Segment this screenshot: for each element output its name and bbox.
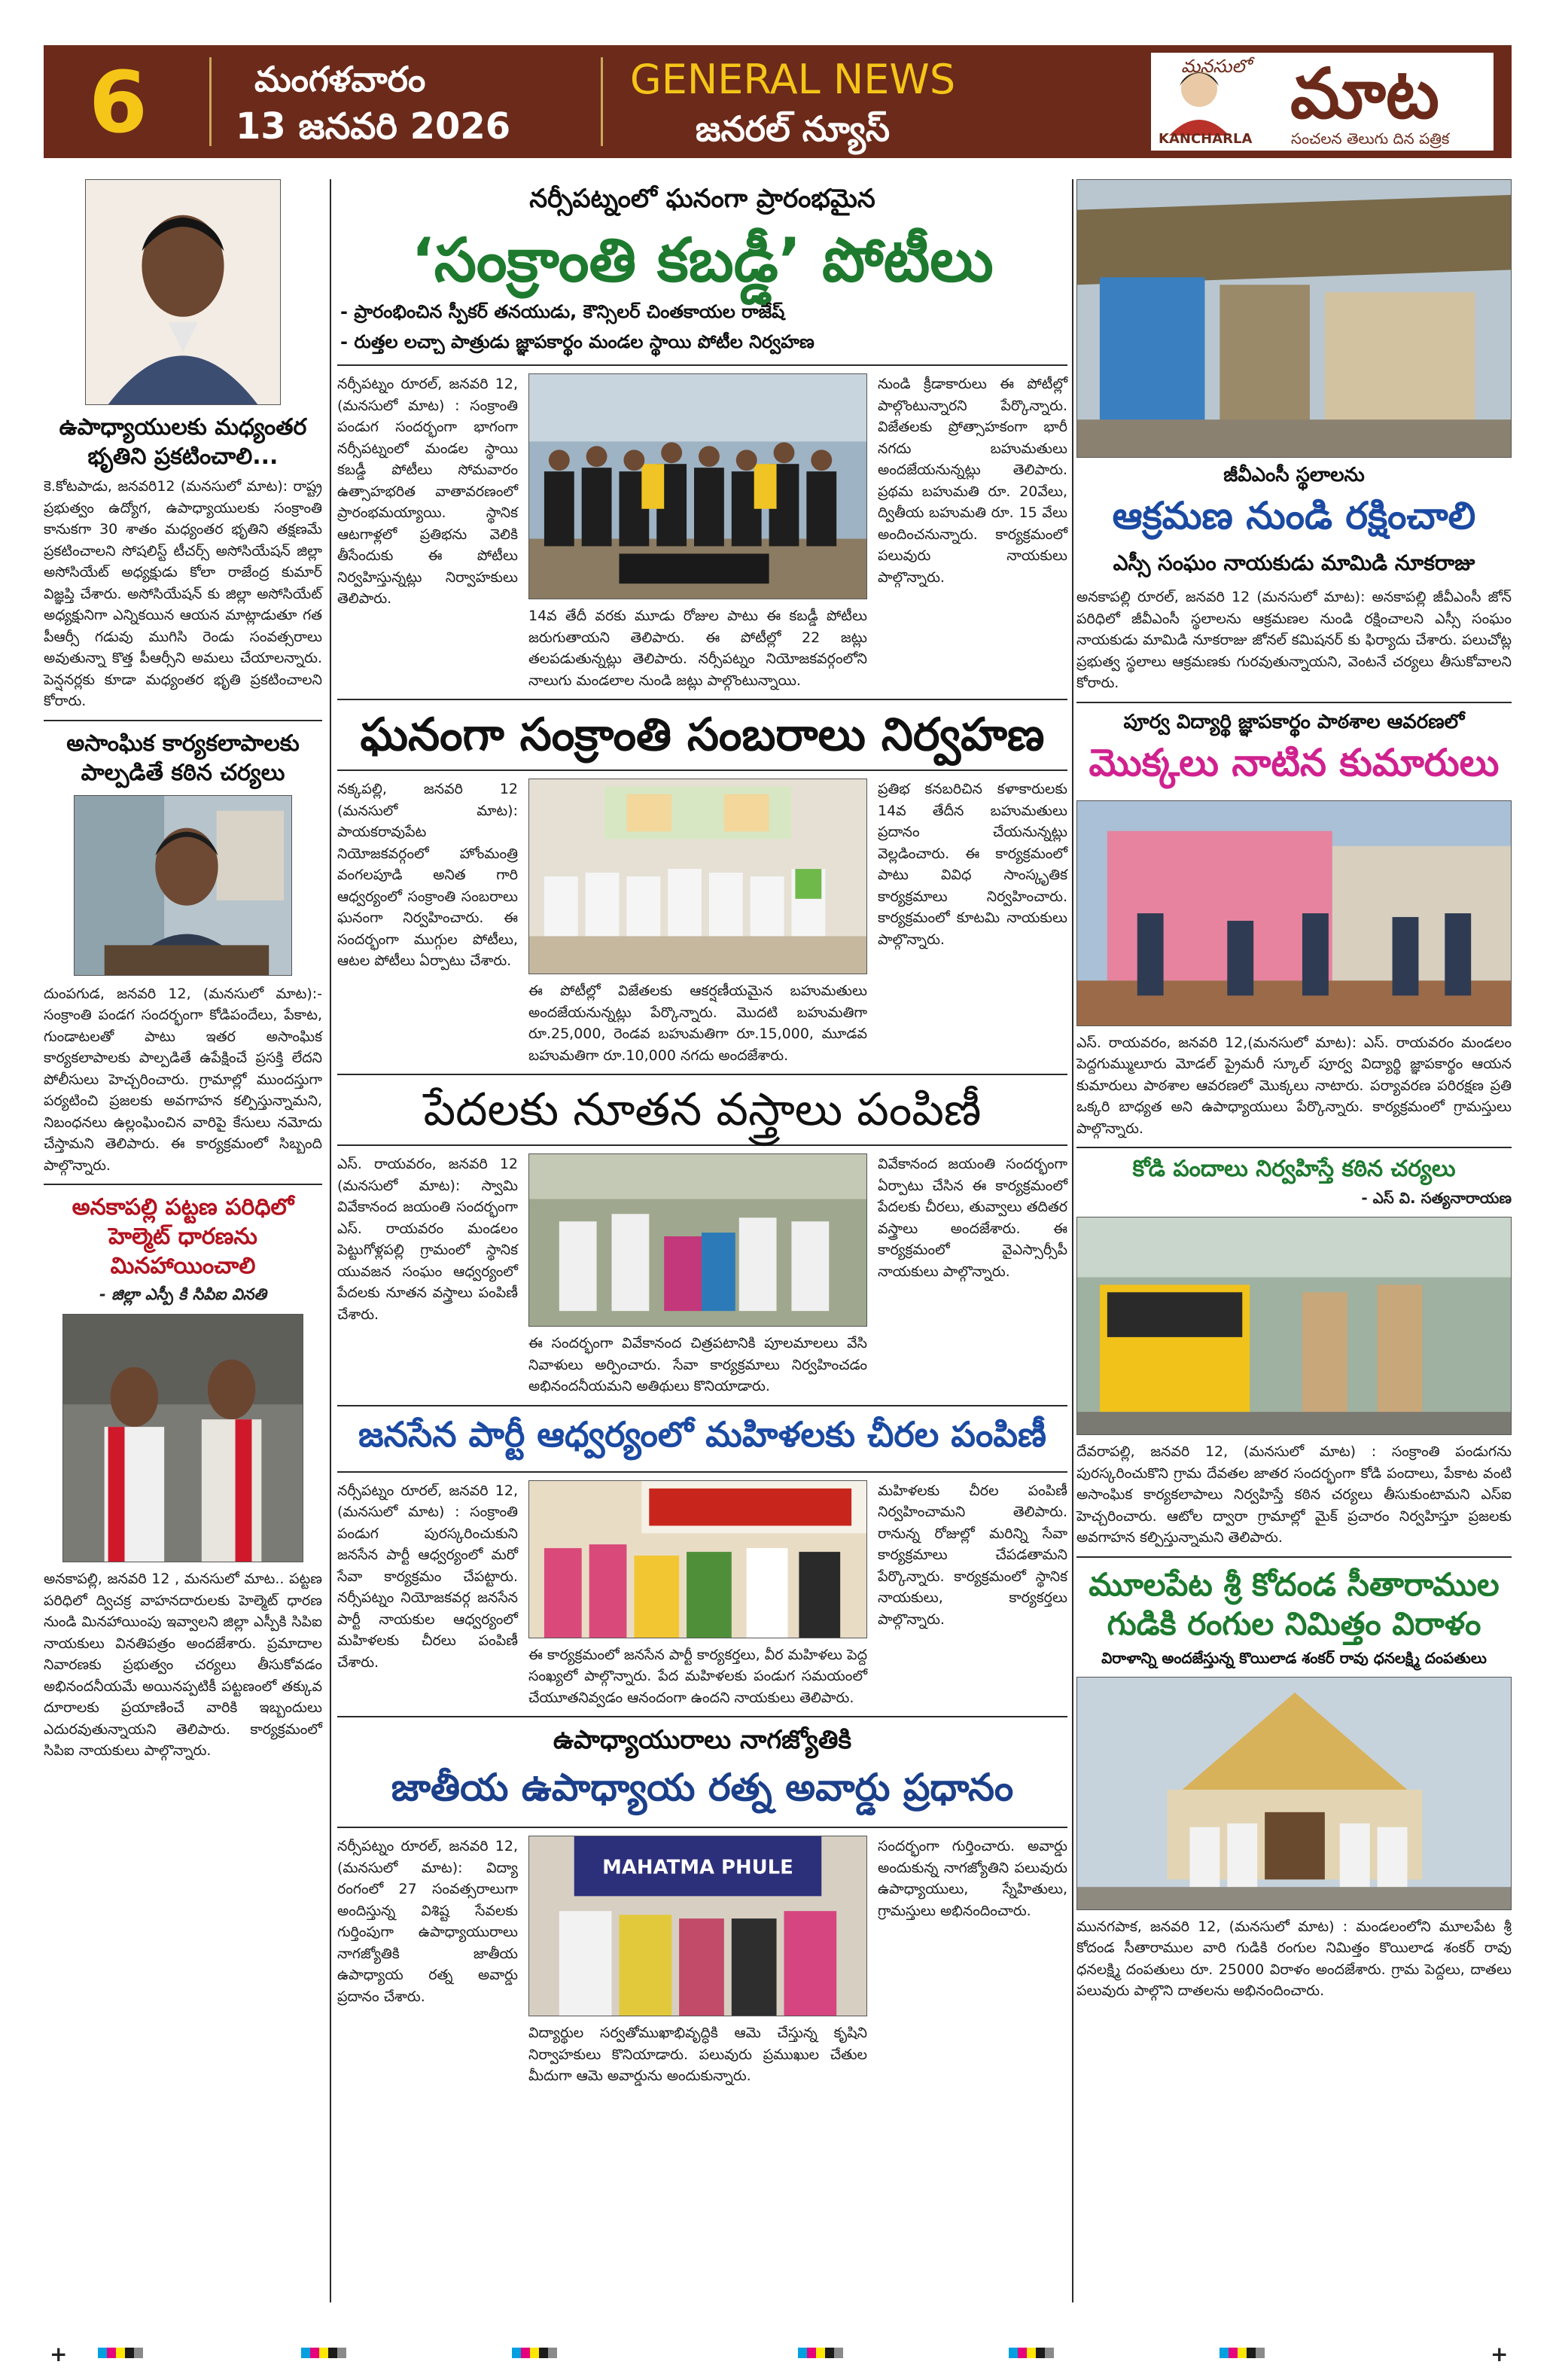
headline: ఆక్రమణ నుండి రక్షించాలి (1112, 494, 1476, 538)
article-body: మునగపాక, జనవరి 12, (మనసులో మాట) : మండలంలోని మూలపేట శ్రీ కోదండ సీతారాముల వారి గుడికి రంగుల నిమిత్తం కొయిలాడ శంకర్ రావు ధనలక్ష్మి దంపతులు రూ. 25000 విరాళం అందజేశారు. గ్రామ పెద్దలు, దాతలు పలువురు పాల్గొని దాతలను అభినందించారు. (1076, 1918, 1512, 1999)
article-rooster-fights (1076, 1156, 1512, 1549)
headline: అసాంఘిక కార్యకలాపాలకు పాల్పడితే కఠిన చర్యలు (66, 730, 300, 786)
article-teacher-allowance (44, 179, 322, 712)
article-gvmc-land (1076, 179, 1512, 694)
article-sankranti-celebrations (337, 708, 1067, 1066)
article-body: అనకాపల్లి రూరల్, జనవరి 12 (మనసులో మాట): అనకాపల్లి జీవీఎంసీ జోన్ పరిధిలో జీవీఎంసీ స్థలాలను ఆక్రమణల నుండి రక్షించాలని ఎస్సీ సంఘం నాయకుడు మామిడి నూకరాజు జోనల్ కమిషనర్ కు ఫిర్యాదు చేశారు. పలుచోట్ల ప్రభుత్వ స్థలాలు ఆక్రమణకు గురవుతున్నాయని, వెంటనే చర్యలు తీసుకోవాలని కోరారు. (1076, 589, 1512, 691)
color-bar (1220, 2348, 1265, 2358)
article-kabaddi (337, 184, 1067, 691)
photo-clothes-distribution (528, 1153, 867, 1327)
kicker: జీవీఎంసీ స్థలాలను (1223, 464, 1365, 486)
photo-encroached-shed (1076, 179, 1512, 458)
divider (44, 1184, 322, 1185)
divider (337, 1074, 1067, 1075)
headline: మొక్కలు నాటిన కుమారులు (1089, 740, 1500, 785)
byline: - జిల్లా ఎస్పీ కి సిపిఐ వినతి (99, 1285, 266, 1303)
masthead (44, 45, 1512, 158)
article-body: దేవరాపల్లి, జనవరి 12, (మనసులో మాట) : సంక్రాంతి పండుగను పురస్కరించుకొని గ్రామ దేవతల జాతర సందర్భంగా కోడి పందాలు, పేకాట వంటి అసాంఘిక కార్యకలాపాలు నిర్వహిస్తే కఠిన చర్యలు తీసుకుంటామని ఎస్ఐ హెచ్చరించారు. ఆటోల ద్వారా గ్రామాల్లో మైక్ ప్రచారం నిర్వహిస్తూ ప్రజలకు అవగాహన కల్పిస్తున్నామని తెలిపారు. (1076, 1443, 1512, 1546)
headline: అనకాపల్లి పట్టణ పరిధిలో హెల్మెట్ ధారణను మినహాయించాలి (72, 1194, 294, 1279)
registration-cross-icon: + (1491, 2342, 1509, 2366)
photo-award-ceremony (528, 1836, 867, 2016)
issue-day: మంగళవారం (254, 59, 426, 99)
logo-tagline: సంచలన తెలుగు దిన పత్రిక (1291, 130, 1450, 148)
headline: జాతీయ ఉపాధ్యాయ రత్న అవార్డు ప్రధానం (391, 1766, 1014, 1809)
column-rule (330, 179, 331, 2302)
print-registration-strip (45, 2342, 1513, 2364)
photo-kabaddi-teams (528, 373, 867, 599)
subhead: విరాళాన్ని అందజేస్తున్న కొయిలాడ శంకర్ రావు ధనలక్ష్మి దంపతులు (1101, 1648, 1487, 1667)
divider (1076, 1147, 1512, 1148)
divider (337, 1405, 1067, 1406)
photo-police-auto (1076, 1217, 1512, 1435)
article-body: ఎస్. రాయవరం, జనవరి 12,(మనసులో మాట): ఎస్. రాయవరం మండలం పెద్దగుమ్ములూరు మోడల్ ప్రైమరీ స్కూల్ పూర్వ విద్యార్థి జ్ఞాపకార్థం ఆయన కుమారులు పాఠశాల ఆవరణలో మొక్కలు నాటారు. పర్యావరణ పరిరక్షణ ప్రతి ఒక్కరి బాధ్యత అని ఉపాధ్యాయులు పేర్కొన్నారు. కార్యక్రమంలో గ్రామస్తులు పాల్గొన్నారు. (1076, 1034, 1512, 1137)
divider (337, 1144, 1067, 1146)
divider (337, 769, 1067, 771)
headline: మూలపేట శ్రీ కోదండ సీతారాముల గుడికి రంగుల నిమిత్తం విరాళం (1089, 1565, 1500, 1642)
divider (337, 1827, 1067, 1828)
registration-cross-icon: + (50, 2342, 68, 2366)
article-body: 14వ తేదీ వరకు మూడు రోజుల పాటు ఈ కబడ్డీ పోటీలు జరుగుతాయని తెలిపారు. ఈ పోటీల్లో 22 జట్లు తలపడుతున్నట్లు తెలిపారు. నర్సీపట్నం నియోజకవర్గంలోని నాలుగు మండలాల నుండి జట్లు పాల్గొంటున్నాయి. (528, 608, 867, 689)
article-body: నర్సీపట్నం రూరల్, జనవరి 12, (మనసులో మాట) : సంక్రాంతి పండుగ పురస్కరించుకుని జనసేన పార్టీ ఆధ్వర్యంలో మరో సేవా కార్యక్రమం చేపట్టారు. నర్సీపట్నం నియోజకవర్గ జనసేన పార్టీ నాయకుల ఆధ్వర్యంలో మహిళలకు చీరలు పంపిణీ చేశారు. (337, 1482, 518, 1671)
divider (44, 720, 322, 721)
headline: ఉపాధ్యాయులకు మధ్యంతర భృతిని ప్రకటించాలి... (59, 414, 307, 470)
masthead-divider (601, 57, 603, 146)
article-body: ఈ సందర్భంగా వివేకానంద చిత్రపటానికి పూలమాలలు వేసి నివాళులు అర్పించారు. సేవా కార్యక్రమాలు నిర్వహించడం అభినందనీయమని అతిథులు కొనియాడారు. (528, 1335, 867, 1394)
article-body: వివేకానంద జయంతి సందర్భంగా ఏర్పాటు చేసిన ఈ కార్యక్రమంలో పేదలకు చీరలు, తువ్వాలు తదితర వస్త్రాలు అందజేశారు. ఈ కార్యక్రమంలో వైఎస్సార్సీపీ నాయకులు పాల్గొన్నారు. (878, 1156, 1067, 1280)
logo-small-text: మనసులో (1181, 56, 1251, 77)
article-body: కె.కోటపాడు, జనవరి12 (మనసులో మాట): రాష్ట్ర ప్రభుత్వం ఉద్యోగ, ఉపాధ్యాయులకు సంక్రాంతి కానుకగా 30 శాతం మధ్యంతర భృతిని తక్షణమే ప్రకటించాలని సోషలిస్ట్ టీచర్స్ అసోసియేషన్ జిల్లా అసోసియేట్ అధ్యక్షుడు కోలా రాజేంద్ర కుమార్ విజ్ఞప్తి చేశారు. అసోసియేషన్ కు జిల్లా అసోసియేట్ అధ్యక్షునిగా ఎన్నికయిన ఆయన మాట్లాడుతూ గత పీఆర్సీ గడువు ముగిసి రెండు సంవత్సరాలు అవుతున్నా కొత్త పీఆర్సీని అమలు చేయాలన్నారు. పెన్షనర్లకు కూడా మధ్యంతర భృతి ప్రకటించాలని కోరారు. (44, 478, 322, 709)
headline: పేదలకు నూతన వస్త్రాలు పంపిణీ (423, 1083, 982, 1136)
divider (337, 364, 1067, 366)
photo-officer (74, 795, 292, 976)
masthead-divider (209, 57, 212, 146)
article-body: నుండి క్రీడాకారులు ఈ పోటీల్లో పాల్గొంటున్నారని పేర్కొన్నారు. విజేతలకు ప్రోత్సాహకంగా భారీ నగదు బహుమతులు అందజేయనున్నట్లు తెలిపారు. ప్రథమ బహుమతి రూ. 20వేలు, ద్వితీయ బహుమతి రూ. 15 వేలు అందించనున్నారు. కార్యక్రమంలో పలువురు నాయకులు పాల్గొన్నారు. (878, 376, 1067, 586)
issue-date: 13 జనవరి 2026 (236, 105, 511, 148)
section-title-te: జనరల్ న్యూస్ (695, 108, 891, 149)
award-banner-text: MAHATMA PHULE (602, 1856, 793, 1879)
divider (337, 1716, 1067, 1717)
kicker: ఉపాధ్యాయురాలు నాగజ్యోతికి (553, 1725, 852, 1755)
article-body: నర్సీపట్నం రూరల్, జనవరి 12, (మనసులో మాట) : సంక్రాంతి పండుగ సందర్భంగా భాగంగా నర్సీపట్నంలో మండల స్థాయి కబడ్డీ పోటీలు సోమవారం ఉత్సాహభరిత వాతావరణంలో ప్రారంభమయ్యాయి. స్థానిక ఆటగాళ్లలో ప్రతిభను వెలికి తీసేందుకు ఈ పోటీలు నిర్వహిస్తున్నట్లు నిర్వాహకులు తెలిపారు. (337, 376, 518, 607)
article-antisocial-activities (44, 729, 322, 1177)
article-temple-donation (1076, 1565, 1512, 2002)
right-column (1076, 179, 1512, 2002)
article-helmet-exemption (44, 1193, 322, 1762)
subhead: ఎస్సీ సంఘం నాయకుడు మామిడి నూకరాజు (1113, 550, 1475, 575)
section-title-en: GENERAL NEWS (629, 56, 956, 103)
newspaper-logo (1151, 53, 1494, 151)
article-body: నర్సీపట్నం రూరల్, జనవరి 12, (మనసులో మాట): విద్యా రంగంలో 27 సంవత్సరాలుగా అందిస్తున్న విశిష్ట సేవలకు గుర్తింపుగా ఉపాధ్యాయురాలు నాగజ్యోతికి జాతీయ ఉపాధ్యాయ రత్న అవార్డు ప్రదానం చేశారు. (337, 1838, 518, 2005)
article-body: మహిళలకు చీరల పంపిణీ నిర్వహించామని తెలిపారు. రానున్న రోజుల్లో మరిన్ని సేవా కార్యక్రమాలు చేపడతామని పేర్కొన్నారు. కార్యక్రమంలో స్థానిక నాయకులు, కార్యకర్తలు పాల్గొన్నారు. (878, 1482, 1067, 1628)
byline: - ఎస్ వి. సత్యనారాయణ (1361, 1189, 1512, 1207)
article-clothes-distribution (337, 1083, 1067, 1397)
article-body: సందర్భంగా గుర్తించారు. అవార్డు అందుకున్న నాగజ్యోతిని పలువురు ఉపాధ్యాయులు, స్నేహితులు, గ్రామస్తులు అభినందించారు. (878, 1838, 1067, 1919)
article-body: విద్యార్థుల సర్వతోముఖాభివృద్ధికి ఆమె చేస్తున్న కృషిని నిర్వాహకులు కొనియాడారు. పలువురు ప్రముఖుల చేతుల మీదుగా ఆమె అవార్డును అందుకున్నారు. (528, 2025, 867, 2084)
divider (1076, 702, 1512, 703)
divider (1076, 1556, 1512, 1558)
divider (337, 699, 1067, 700)
color-bar (512, 2348, 557, 2358)
headline: ఘనంగా సంక్రాంతి సంబరాలు నిర్వహణ (360, 709, 1045, 761)
photo-cpi-leaders (62, 1314, 303, 1562)
photo-saree-distribution (528, 1480, 867, 1638)
sub-bullet: - ప్రారంభించిన స్పీకర్ తనయుడు, కౌన్సిలర్ చింతకాయల రాజేష్ (340, 301, 785, 322)
headline: ‘సంక్రాంతి కబడ్డీ’ పోటీలు (411, 225, 994, 295)
photo-teacher-portrait (85, 179, 281, 405)
color-bar (301, 2348, 346, 2358)
article-body: ప్రతిభ కనబరిచిన కళాకారులకు 14వ తేదీన బహుమతులు ప్రదానం చేయనున్నట్లు వెల్లడించారు. ఈ కార్యక్రమంలో పాటు వివిధ సాంస్కృతిక కార్యక్రమాలు నిర్వహించారు. కార్యక్రమంలో కూటమి నాయకులు పాల్గొన్నారు. (878, 781, 1067, 948)
divider (337, 1471, 1067, 1473)
color-bar (98, 2348, 143, 2358)
article-body: దుంపగుడ, జనవరి 12, (మనసులో మాట):- సంక్రాంతి పండగ సందర్భంగా కోడిపందేలు, పేకాట, గుండాటలతో పాటు ఇతర అసాంఘిక కార్యకలాపాలకు పాల్పడితే ఉపేక్షించే ప్రసక్తి లేదని పోలీసులు హెచ్చరించారు. గ్రామాల్లో ముందస్తుగా పర్యటించి ప్రజలకు అవగాహన కల్పిస్తున్నామని, నిబంధనలు ఉల్లంఘించిన వారిపై కేసులు నమోదు చేస్తామని తెలిపారు. ఈ కార్యక్రమంలో సిబ్బంది పాల్గొన్నారు. (44, 985, 322, 1174)
article-plant-saplings (1076, 711, 1512, 1140)
article-body: అనకాపల్లి, జనవరి 12 , మనసులో మాట.. పట్టణ పరిధిలో ద్విచక్ర వాహనదారులకు హెల్మెట్ ధారణ నుండి మినహాయింపు ఇవ్వాలని జిల్లా ఎస్పీకి సిపిఐ నాయకులు వినతిపత్రం అందజేశారు. ప్రమాదాల నివారణకు ప్రభుత్వం చర్యలు తీసుకోవడం అభినందనీయమే అయినప్పటికీ పట్టణంలో తక్కువ దూరాలకు ప్రయాణించే వారికి ఇబ్బందులు ఎదురవుతున్నాయని తెలిపారు. కార్యక్రమంలో సిపిఐ నాయకులు పాల్గొన్నారు. (44, 1571, 322, 1759)
color-bar (1009, 2348, 1054, 2358)
article-body: ఈ పోటీల్లో విజేతలకు ఆకర్షణీయమైన బహుమతులు అందజేయనున్నట్లు పేర్కొన్నారు. మొదటి బహుమతిగా రూ.25,000, రెండవ బహుమతిగా రూ.15,000, మూడవ బహుమతిగా రూ.10,000 నగదు అందజేశారు. (528, 983, 867, 1064)
left-column (44, 179, 322, 1762)
photo-planting (1076, 800, 1512, 1026)
headline: కోడి పందాలు నిర్వహిస్తే కఠిన చర్యలు (1132, 1156, 1456, 1182)
page-number: 6 (89, 54, 148, 152)
article-body: ఈ కార్యక్రమంలో జనసేన పార్టీ కార్యకర్తలు, వీర మహిళలు పెద్ద సంఖ్యలో పాల్గొన్నారు. పేద మహిళలకు పండుగ సమయంలో చేయూతనివ్వడం ఆనందంగా ఉందని నాయకులు తెలిపారు. (528, 1646, 867, 1706)
logo-main-text: మాట (1290, 53, 1439, 134)
article-teacher-award (337, 1725, 1067, 2087)
article-body: ఎస్. రాయవరం, జనవరి 12 (మనసులో మాట): స్వామి వివేకానంద జయంతి సందర్భంగా ఎస్. రాయవరం మండలం పెట్టుగోళ్లపల్లి గ్రామంలో స్థానిక యువజన సంఘం ఆధ్వర్యంలో పేదలకు నూతన వస్త్రాలు పంపిణీ చేశారు. (337, 1156, 518, 1323)
photo-sankranti-meeting (528, 779, 867, 974)
kicker: నర్సీపట్నంలో ఘనంగా ప్రారంభమైన (529, 184, 875, 214)
sub-bullet: - రుత్తల లచ్చా పాత్రుడు జ్ఞాపకార్థం మండల స్థాయి పోటీల నిర్వహణ (340, 331, 815, 352)
article-janasena-sarees (337, 1414, 1067, 1709)
photo-temple (1076, 1677, 1512, 1910)
middle-column (337, 179, 1067, 2087)
headline: జనసేన పార్టీ ఆధ్వర్యంలో మహిళలకు చీరల పంపిణీ (358, 1413, 1046, 1455)
color-bar (798, 2348, 843, 2358)
column-rule (1072, 179, 1073, 2302)
logo-kancharla: KANCHARLA (1159, 131, 1253, 147)
article-body: నక్కపల్లి, జనవరి 12 (మనసులో మాట): పాయకరావుపేట నియోజకవర్గంలో హోంమంత్రి వంగలపూడి అనిత గారి ఆధ్వర్యంలో సంక్రాంతి సంబరాలు ఘనంగా నిర్వహించారు. ఈ సందర్భంగా ముగ్గుల పోటీలు, ఆటల పోటీలు ఏర్పాటు చేశారు. (337, 781, 518, 969)
kicker: పూర్వ విద్యార్థి జ్ఞాపకార్థం పాఠశాల ఆవరణలో (1123, 710, 1465, 733)
